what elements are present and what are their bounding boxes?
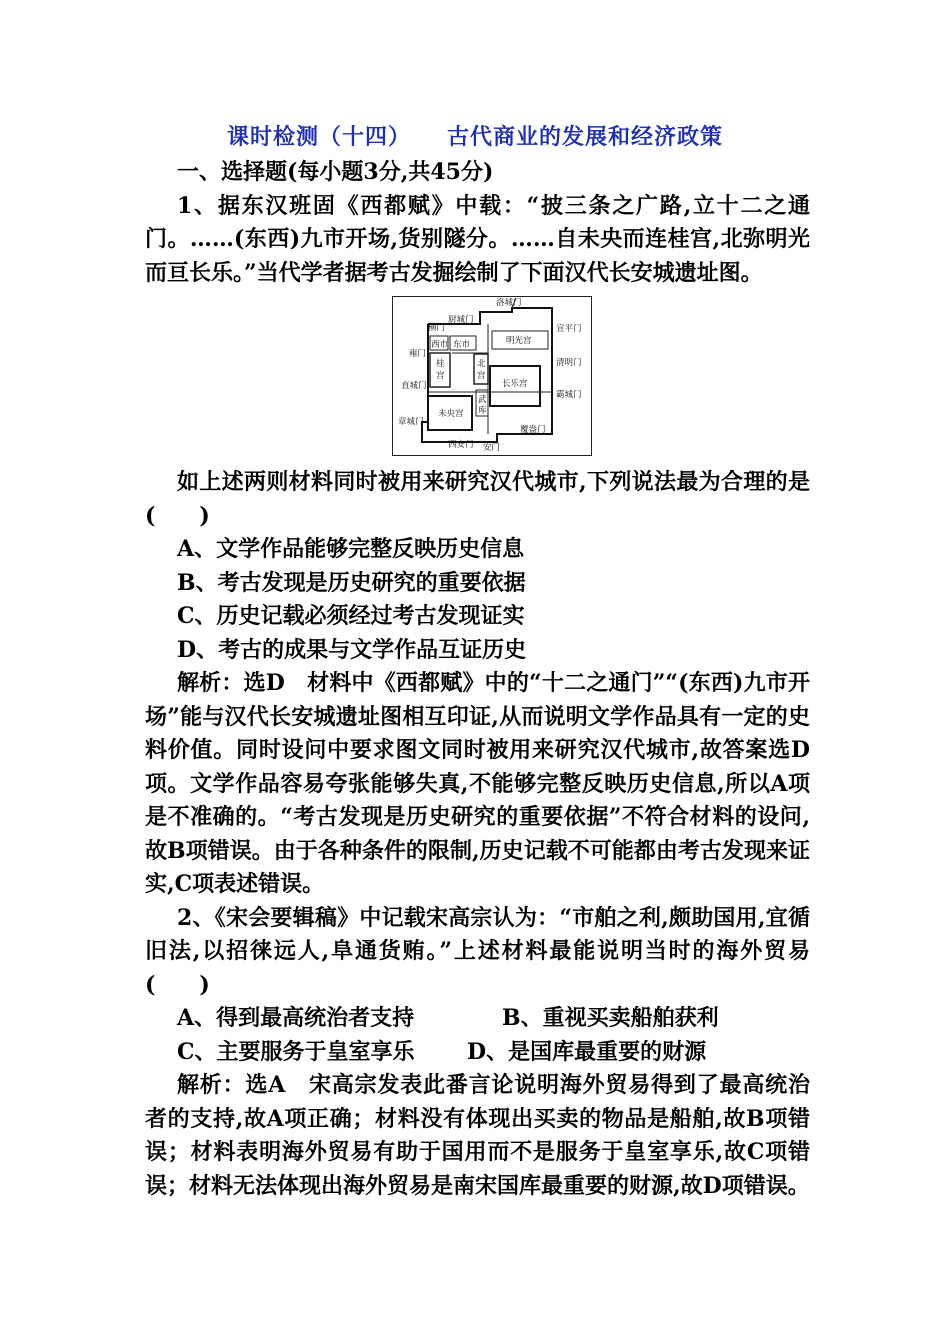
- q2-option-a: A、得到最高统治者支持: [177, 1005, 415, 1031]
- area-dongshi: 东市: [453, 340, 471, 350]
- gate-zhangcheng: 章城门: [398, 417, 424, 427]
- q2-options-row-1: [145, 1002, 810, 1036]
- content: [145, 156, 810, 1203]
- title-left: 课时检测（十四）: [226, 124, 411, 150]
- q2-analysis: 解析：选A 宋高宗发表此番言论说明海外贸易得到了最高统治者的支持,故A项正确；材料没有体现出买卖的物品是船舶,故B项错误；材料表明海外贸易有助于国用而不是服务于皇室享乐,故C项错误；材料无法体现出海外贸易是南宋国库最重要的财源,故D项错误。: [145, 1072, 810, 1199]
- gate-xuanping: 宣平门: [556, 324, 582, 334]
- q2-options-row-2: [145, 1036, 810, 1070]
- gate-yong: 雍门: [409, 349, 427, 359]
- area-changle: 长乐宫: [502, 379, 528, 389]
- area-mingguang: 明光宫: [506, 336, 532, 346]
- section-heading: 一、选择题(每小题3分,共45分): [177, 159, 494, 185]
- q1-option-d: D、考古的成果与文学作品互证历史: [177, 636, 527, 663]
- q1-stem: 1、据东汉班固《西都赋》中载：“披三条之广路,立十二之通门。……(东西)九市开场,货别隧分。……自未央而连桂宫,北弥明光而亘长乐。”当代学者据考古发掘绘制了下面汉代长安城遗址图。: [145, 192, 810, 286]
- gate-an: 安门: [483, 443, 501, 453]
- gate-fuang: 覆盎门: [520, 425, 546, 435]
- q1-option-a: A、文学作品能够完整反映历史信息: [177, 536, 525, 562]
- q1-question: 如上述两则材料同时被用来研究汉代城市,下列说法最为合理的是( ): [145, 469, 810, 529]
- gate-qingming: 清明门: [556, 358, 582, 368]
- title-right: 古代商业的发展和经济政策: [447, 124, 724, 150]
- figure-container: [145, 296, 810, 456]
- area-xishi: 西市: [431, 340, 449, 350]
- area-gong2: 宫: [477, 371, 486, 381]
- q1-option-b: B、考古发现是历史研究的重要依据: [177, 569, 526, 596]
- q2-option-b: B、重视买卖船舶获利: [502, 1005, 719, 1031]
- area-wu: 武: [478, 395, 487, 405]
- q2-option-c: C、主要服务于皇室享乐: [177, 1038, 415, 1065]
- q2-option-d: D、是国库最重要的财源: [467, 1038, 707, 1065]
- q2-stem: 2、《宋会要辑稿》中记载宋高宗认为：“市舶之利,颇助国用,宜循旧法,以招徕远人,阜通货贿。”上述材料最能说明当时的海外贸易( ): [145, 904, 810, 998]
- changan-city-map: [392, 296, 592, 456]
- gate-chucheng: 厨城门: [448, 315, 474, 325]
- gate-zhicheng: 直城门: [401, 381, 427, 391]
- gate-heng: 横门: [428, 323, 446, 333]
- area-bei: 北: [477, 359, 486, 369]
- gate-luocheng: 洛城门: [496, 298, 522, 308]
- area-ku: 库: [478, 406, 487, 416]
- q1-analysis: 解析：选D 材料中《西都赋》中的“十二之通门”“(东西)九市开场”能与汉代长安城遗址图相互印证,从而说明文学作品具有一定的史料价值。同时设问中要求图文同时被用来研究汉代城市,故答案选D项。文学作品容易夸张能够失真,不能够完整反映历史信息,所以A项是不准确的。“考古发现是历史研究的重要依据”不符合材料的设问,故B项错误。由于各种条件的限制,历史记载不可能都由考古发现来证实,C项表述错误。: [145, 670, 810, 897]
- gate-xian: 西安门: [448, 440, 474, 450]
- area-weiyang: 未央宫: [438, 409, 464, 419]
- page-title: [0, 120, 950, 151]
- area-gong: 宫: [436, 371, 445, 381]
- area-gui: 桂: [436, 359, 445, 369]
- gate-ba: 霸城门: [556, 390, 582, 400]
- q1-option-c: C、历史记载必须经过考古发现证实: [177, 603, 525, 629]
